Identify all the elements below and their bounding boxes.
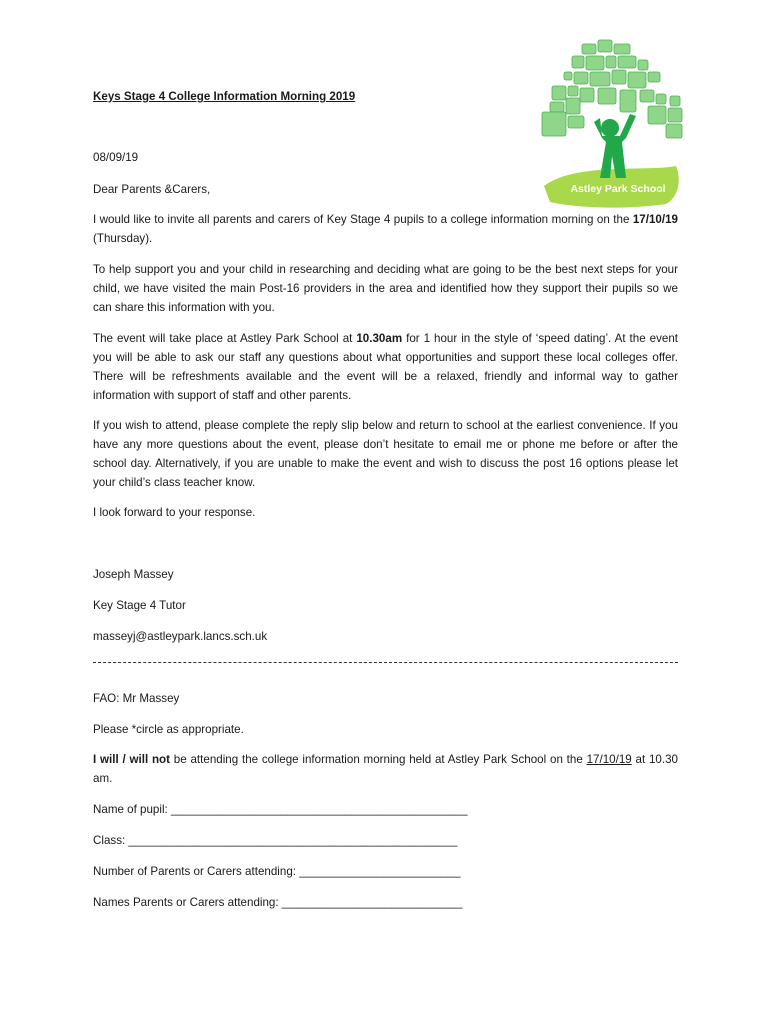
cut-line-divider <box>93 662 678 663</box>
paragraph-support: To help support you and your child in researching and deciding what are going to be the best next steps for your child, we have visited the main Post-16 providers in the area and identified how they support their pupils so we can share this information with you. <box>93 263 678 314</box>
field-number-attending: Number of Parents or Carers attending: _________________________ <box>93 865 461 878</box>
paragraph-event-details: The event will take place at Astley Park School at 10.30am for 1 hour in the style of ‘speed dating’. At the event you will be able to ask our staff any questions about what opportunities and support these local colleges offer. There will be refreshments available and the event will be a relaxed, friendly and informal way to gather information with support of staff and other parents. <box>93 332 678 402</box>
signatory-email: masseyj@astleypark.lancs.sch.uk <box>93 630 268 643</box>
field-names-attending: Names Parents or Carers attending: ____________________________ <box>93 896 463 909</box>
school-logo <box>536 38 686 210</box>
reply-attendance-choice: I will / will not be attending the college information morning held at Astley Park School on the 17/10/19 at 10.30 am. <box>93 753 678 785</box>
closing-line: I look forward to your response. <box>93 506 256 519</box>
signatory-name: Joseph Massey <box>93 568 174 581</box>
paragraph-invitation: I would like to invite all parents and carers of Key Stage 4 pupils to a college information morning on the 17/10/19 (Thursday). <box>93 213 678 245</box>
signatory-role: Key Stage 4 Tutor <box>93 599 186 612</box>
letter-date: 08/09/19 <box>93 151 139 164</box>
attendance-options: I will / will not <box>93 753 170 766</box>
field-pupil-name: Name of pupil: ______________________________________________ <box>93 803 468 816</box>
event-date: 17/10/19 <box>632 213 678 226</box>
letter-title: Keys Stage 4 College Information Morning 2019 <box>93 90 356 103</box>
field-class: Class: ___________________________________________________ <box>93 834 458 847</box>
letter-greeting: Dear Parents &Carers, <box>93 183 211 196</box>
reply-event-date: 17/10/19 <box>586 753 632 766</box>
reply-instruction: Please *circle as appropriate. <box>93 723 244 736</box>
paragraph-reply-request: If you wish to attend, please complete the reply slip below and return to school at the earliest convenience. If you have any more questions about the event, please don’t hesitate to email me or phone me before or after the school day. Alternatively, if you are unable to make the event and wish to discuss the post 16 options please let your child’s class teacher know. <box>93 419 678 489</box>
reply-fao: FAO: Mr Massey <box>93 692 180 705</box>
logo-school-name: Astley Park School <box>570 183 666 195</box>
event-time: 10.30am <box>356 332 403 345</box>
